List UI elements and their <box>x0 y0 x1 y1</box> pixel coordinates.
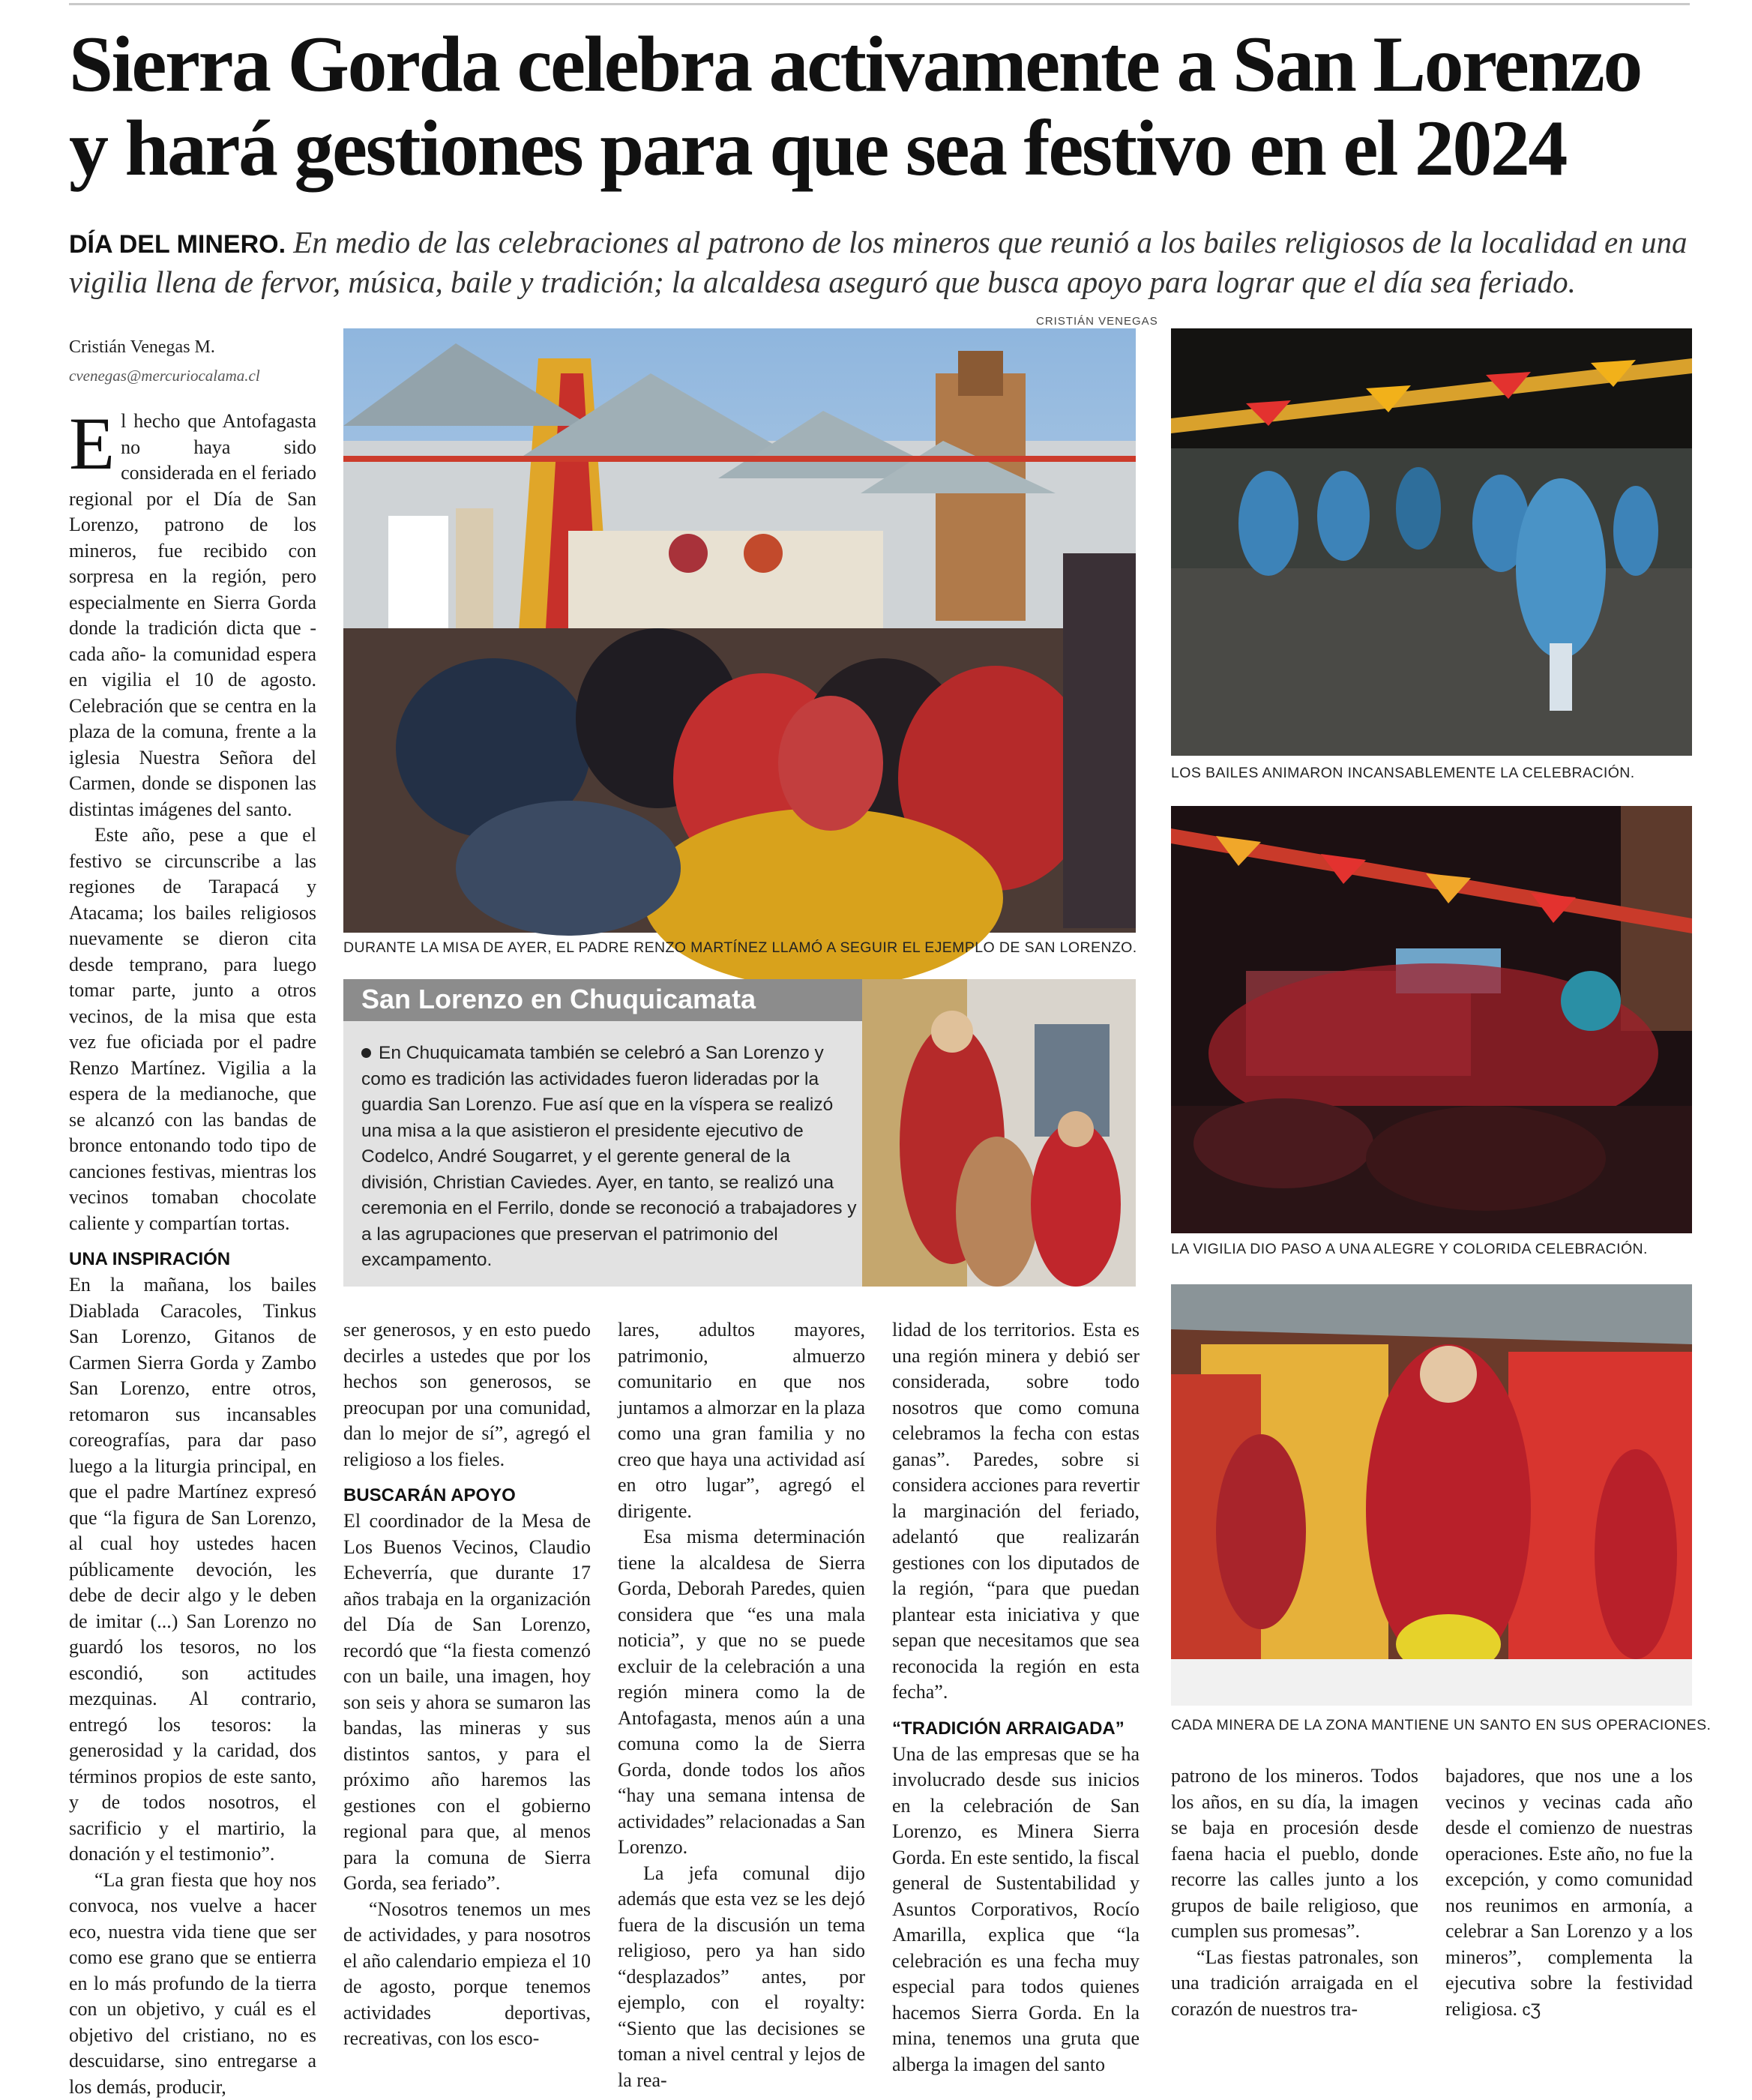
deck <box>69 223 1718 301</box>
photo-credit: CRISTIÁN VENEGAS <box>1036 315 1158 328</box>
paragraph: lares, adultos mayores, patrimonio, almuerzo comunitario en que nos juntamos a almorzar en la plaza como una gran familia y no creo que haya una actividad así en otro lugar”, agregó el dirigente. <box>618 1317 865 1524</box>
main-photo-caption: DURANTE LA MISA DE AYER, EL PADRE RENZO MARTÍNEZ LLAMÓ A SEGUIR EL EJEMPLO DE SAN LORENZO. <box>343 939 1137 957</box>
paragraph: Este año, pese a que el festivo se circunscribe a las regiones de Tarapacá y Atacama; los bailes religiosos nuevamente se dieron cita desde temprano, para luego tomar parte, junto a otros vecinos, de la misa que esta vez fue oficiada por el padre Renzo Martínez. Vigilia a la espera de la medianoche, que se alcanzó con las bandas de bronce entonando todo tipo de canciones festivas, mientras los vecinos tomaban chocolate caliente y compartían tortas. <box>69 822 316 1236</box>
paragraph: “Nosotros tenemos un mes de actividades, y para nosotros el año calendario empieza el 10 de agosto, porque tenemos actividades deportivas, recreativas, con los esco- <box>343 1897 591 2052</box>
photo-bailes <box>1171 328 1692 756</box>
paragraph: lidad de los territorios. Esta es una región minera y debió ser considerada, sobre todo nosotros que como comuna celebramos la fecha con estas ganas”. Paredes, sobre si considera acciones para revertir la marginación del feriado, adelantó que realizarán gestiones con los diputados de la región, “para que puedan plantear esta iniciativa y que sepan que necesitamos que sea reconocida la región en esta fecha”. <box>892 1317 1140 1706</box>
byline-email: cvenegas@mercuriocalama.cl <box>69 367 316 385</box>
subhead-buscaran-apoyo: BUSCARÁN APOYO <box>343 1483 591 1508</box>
paragraph: patrono de los mineros. Todos los años, en su día, la imagen se baja en procesión desde faena hacia el pueblo, donde recorre las calles junto a los grupos de baile religioso, que cumplen sus promesas”. <box>1171 1763 1418 1945</box>
headline-line-2: y hará gestiones para que sea festivo en el 2024 <box>69 106 1718 190</box>
paragraph: El coordinador de la Mesa de Los Buenos Vecinos, Claudio Echeverría, que durante 17 años trabaja en la organización del Día de San Lorenzo, recordó que “la fiesta comenzó con un baile, una imagen, hoy son seis y ahora se sumaron las bandas, las mineras y sus distintos santos, y para el próximo año haremos las gestiones con el gobierno regional para que, al menos para la comuna de Sierra Gorda, sea feriado”. <box>343 1508 591 1897</box>
santo-caption: CADA MINERA DE LA ZONA MANTIENE UN SANTO EN SUS OPERACIONES. <box>1171 1717 1711 1734</box>
vigilia-illustration <box>1171 806 1692 1233</box>
photo-chuquicamata <box>862 979 1136 1287</box>
article-column-2 <box>343 1317 591 2052</box>
deck-kicker: DÍA DEL MINERO. <box>69 230 286 259</box>
paragraph: Esa misma determinación tiene la alcaldesa de Sierra Gorda, Deborah Paredes, quien considera que “es una mala noticia”, y que no se puede excluir de la celebración a una región minera como la de Antofagasta, menos aún a una comuna como la de Sierra Gorda, donde todos los años “hay una semana intensa de actividades” relacionadas a San Lorenzo. <box>618 1524 865 1861</box>
drop-cap: E <box>69 413 115 475</box>
paragraph: “Las fiestas patronales, son una tradición arraigada en el corazón de nuestros tra- <box>1171 1945 1418 2023</box>
misa-illustration <box>343 328 1136 933</box>
subhead-inspiracion: UNA INSPIRACIÓN <box>69 1247 316 1272</box>
paragraph: “La gran fiesta que hoy nos convoca, nos vuelve a hacer eco, nuestra vida tiene que ser como ese grano que se entierra en lo más profundo de la tierra con un objetivo, y cuál es el objetivo del cristiano, no es descuidarse, sino entregarse a los demás, producir, <box>69 1868 316 2100</box>
article-column-5 <box>1171 1763 1418 2022</box>
paragraph: ser generosos, y en esto puedo decirles a ustedes que por los hechos son generosos, se preocupan por una comunidad, dan lo mejor de sí”, agregó el religioso a los fieles. <box>343 1317 591 1472</box>
sidebar-title: San Lorenzo en Chuquicamata <box>343 979 862 1021</box>
subhead-tradicion-arraigada: “TRADICIÓN ARRAIGADA” <box>892 1716 1140 1742</box>
end-mark: ᴄƷ <box>1523 2000 1541 2019</box>
headline <box>69 22 1718 190</box>
top-rule <box>69 3 1690 5</box>
bailes-illustration <box>1171 328 1692 756</box>
vigilia-caption: LA VIGILIA DIO PASO A UNA ALEGRE Y COLORIDA CELEBRACIÓN. <box>1171 1241 1648 1258</box>
sidebar-text: En Chuquicamata también se celebró a San Lorenzo y como es tradición las actividades fueron lideradas por la guardia San Lorenzo. Fue así que en la víspera se realizó una misa a la que asistieron el presidente ejecutivo de Codelco, André Sougarret, y el gerente general de la división, Christian Caviedes. Ayer, en tanto, se realizó una ceremonia en el Ferrilo, donde se reconoció a trabajadores y a las agrupaciones que preservan el patrimonio del excampamento. <box>361 1041 859 1274</box>
main-photo-misa <box>343 328 1136 933</box>
photo-santo <box>1171 1284 1692 1706</box>
bailes-caption: LOS BAILES ANIMARON INCANSABLEMENTE LA CELEBRACIÓN. <box>1171 765 1635 782</box>
photo-vigilia <box>1171 806 1692 1233</box>
sidebar-chuquicamata <box>343 979 1136 1287</box>
article-column-1 <box>69 409 316 2100</box>
deck-text: En medio de las celebraciones al patrono de los mineros que reunió a los bailes religiosos de la localidad en una vigilia llena de fervor, música, baile y tradición; la alcaldesa aseguró que busca apoyo para lograr que el día sea feriado. <box>69 225 1687 299</box>
santo-illustration <box>1171 1284 1692 1706</box>
paragraph: La jefa comunal dijo además que esta vez se les dejó fuera de la discusión un tema religioso, pero ya han sido “desplazados” antes, por ejemplo, con el royalty: “Siento que las decisiones se toman a nivel central y lejos de la rea- <box>618 1861 865 2094</box>
paragraph: bajadores, que nos une a los vecinos y vecinas cada año desde el comienzo de nuestras operaciones. Este año, no fue la excepción, y como comunidad nos reunimos en armonía, a celebrar a San Lorenzo y a los mineros”, complementa la ejecutiva sobre la festividad religiosa. ᴄƷ <box>1445 1763 1693 2023</box>
paragraph: En la mañana, los bailes Diablada Caracoles, Tinkus San Lorenzo, Gitanos de Carmen Sierra Gorda y Zambo San Lorenzo, entre otros, retomaron sus incansables coreografías, para dar paso luego a la liturgia principal, en que el padre Martínez expresó que “la figura de San Lorenzo, al cual hoy ustedes hacen públicamente devoción, les debe de decir algo y le deben de imitar (...) San Lorenzo no guardó los tesoros, no los escondió, son actitudes mezquinas. Al contrario, entregó los tesoros: la generosidad y la caridad, dos términos propios de este santo, y de todos nosotros, el sacrificio y el martirio, la donación y el testimonio”. <box>69 1272 316 1868</box>
paragraph: Una de las empresas que se ha involucrado desde sus inicios en la celebración de San Lorenzo, es Minera Sierra Gorda. En este sentido, la fiscal general de Sustentabilidad y Asuntos Corporativos, Rocío Amarilla, explica que “la celebración es una fecha muy especial para todos quienes hacemos Sierra Gorda. En la mina, tenemos una gruta que alberga la imagen del santo <box>892 1742 1140 2078</box>
byline <box>69 337 316 385</box>
article-column-6 <box>1445 1763 1693 2023</box>
article-column-3 <box>618 1317 865 2093</box>
byline-name: Cristián Venegas M. <box>69 337 316 358</box>
headline-line-1: Sierra Gorda celebra activamente a San Lorenzo <box>69 22 1718 106</box>
chuquicamata-illustration <box>862 979 1136 1287</box>
article-column-4 <box>892 1317 1140 2078</box>
paragraph: El hecho que Antofagasta no haya sido considerada en el feriado regional por el Día de San Lorenzo, patrono de los mineros, fue recibido con sorpresa en la región, pero especialmente en Sierra Gorda donde la tradición dicta que -cada año- la comunidad espera en vigilia el 10 de agosto. Celebración que se centra en la plaza de la comuna, frente a la iglesia Nuestra Señora del Carmen, donde se disponen las distintas imágenes del santo. <box>69 409 316 822</box>
bullet-icon <box>361 1048 371 1058</box>
